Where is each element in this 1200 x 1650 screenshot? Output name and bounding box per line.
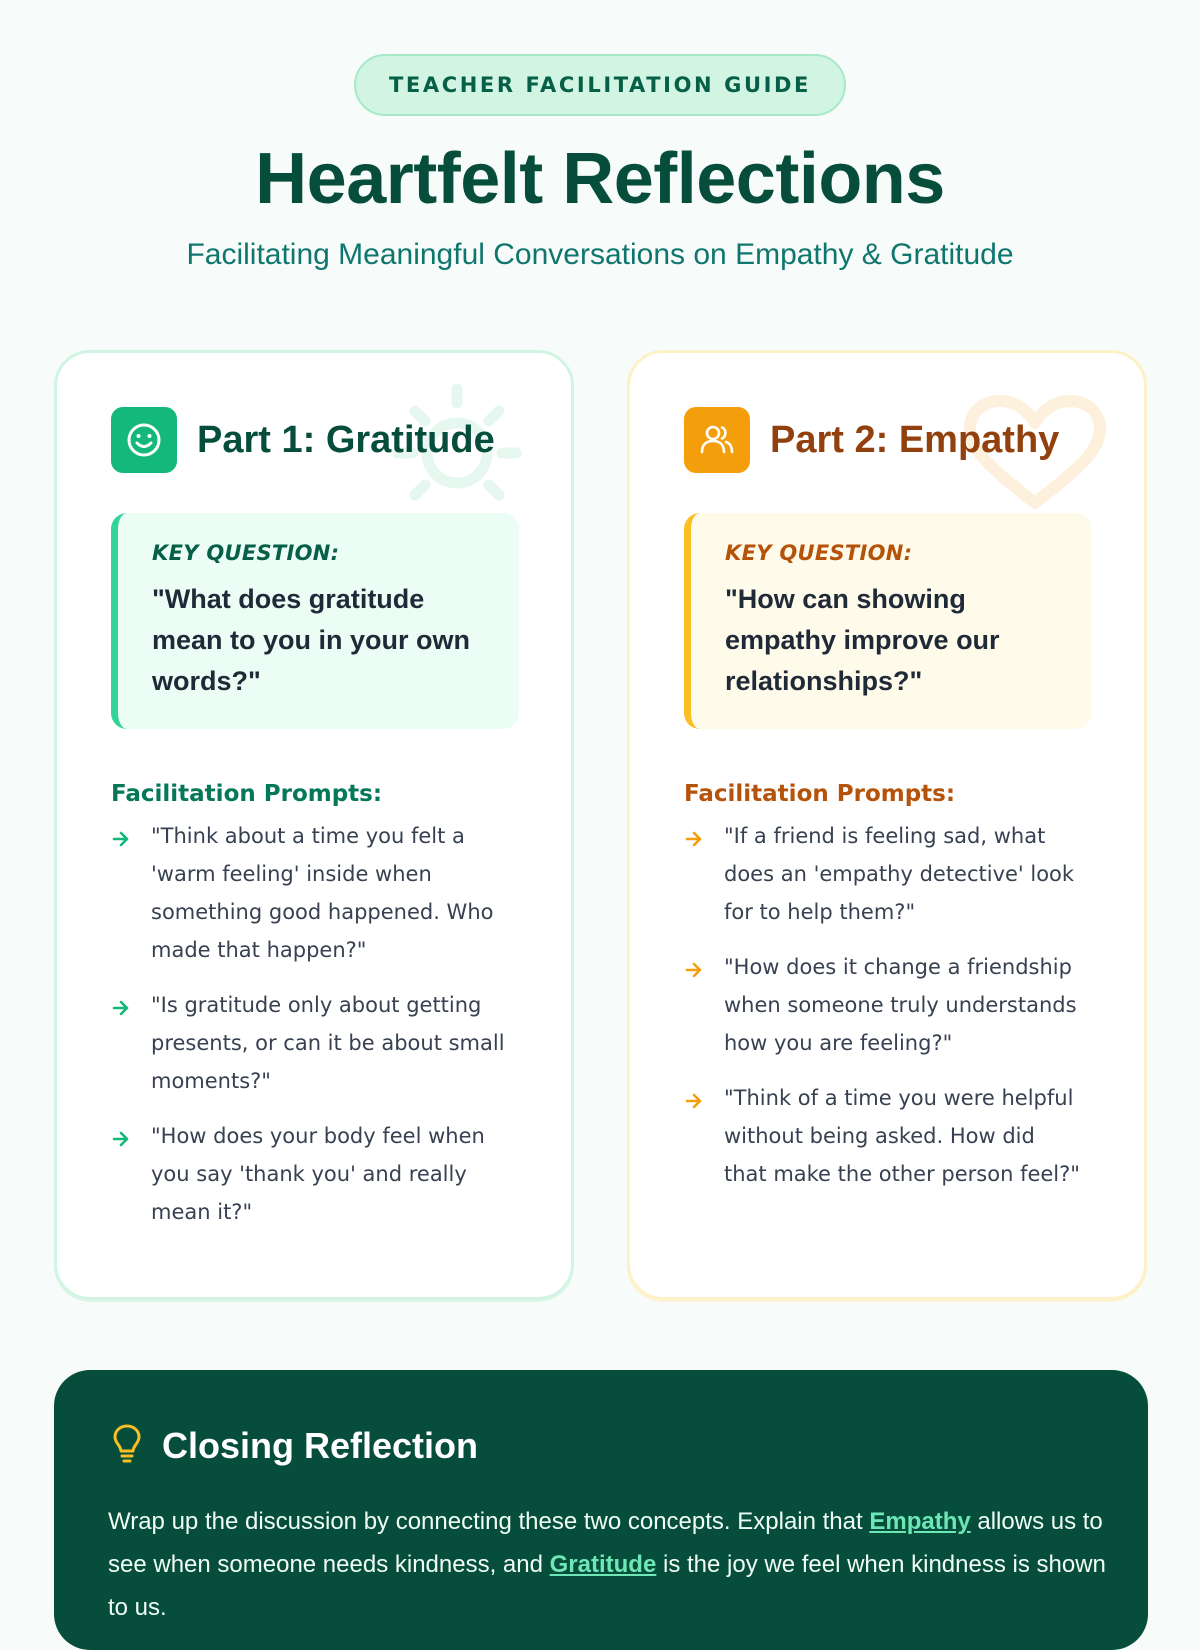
gratitude-key-question [111, 513, 519, 729]
gratitude-card [54, 350, 574, 1300]
arrow-right-icon [111, 1117, 151, 1153]
empathy-card [627, 350, 1147, 1300]
lightbulb-icon [110, 1424, 144, 1468]
arrow-right-icon [111, 986, 151, 1022]
closing-text-part: Wrap up the discussion by connecting these two concepts. Explain that [108, 1508, 870, 1535]
closing-text [108, 1500, 1108, 1629]
arrow-right-icon [684, 948, 724, 984]
list-item [111, 817, 511, 969]
list-item [684, 817, 1084, 931]
smile-icon [111, 407, 177, 473]
empathy-title: Part 2: Empathy [770, 418, 1060, 461]
empathy-header [684, 407, 1059, 473]
list-item [684, 1079, 1084, 1193]
prompt-text: "Think of a time you were helpful without being asked. How did that make the other person feel?" [724, 1086, 1080, 1186]
arrow-right-icon [111, 817, 151, 853]
page-subtitle: Facilitating Meaningful Conversations on Empathy & Gratitude [186, 238, 1014, 271]
arrow-right-icon [684, 1079, 724, 1115]
key-question-label: KEY QUESTION: [725, 541, 913, 565]
key-question-text: "What does gratitude mean to you in your own words?" [152, 584, 471, 696]
empathy-key-question [684, 513, 1092, 729]
prompt-text: "If a friend is feeling sad, what does an 'empathy detective' look for to help them?" [724, 824, 1075, 924]
prompt-text: "Is gratitude only about getting presents, or can it be about small moments?" [151, 993, 505, 1093]
prompt-text: "How does your body feel when you say 'thank you' and really mean it?" [151, 1124, 485, 1224]
empathy-highlight: Empathy [869, 1508, 971, 1535]
guide-badge: TEACHER FACILITATION GUIDE [354, 54, 846, 116]
gratitude-header [111, 407, 495, 473]
key-question-text: "How can showing empathy improve our relationships?" [725, 584, 1000, 696]
list-item [111, 986, 511, 1100]
list-item [684, 948, 1084, 1062]
key-question-label: KEY QUESTION: [152, 541, 340, 565]
closing-text-part: allows us to see when someone needs kindness, and [108, 1508, 1103, 1578]
closing-reflection-panel [54, 1370, 1148, 1650]
closing-text-part: is the joy we feel when kindness is shown to us. [108, 1551, 1106, 1621]
users-icon [684, 407, 750, 473]
empathy-prompts-title: Facilitation Prompts: [684, 781, 956, 807]
list-item [111, 1117, 511, 1231]
prompt-text: "Think about a time you felt a 'warm feeling' inside when something good happened. Who made that happen?" [151, 824, 494, 962]
arrow-right-icon [684, 817, 724, 853]
closing-header [110, 1424, 478, 1468]
prompt-text: "How does it change a friendship when someone truly understands how you are feeling?" [724, 955, 1077, 1055]
gratitude-highlight: Gratitude [549, 1551, 657, 1578]
gratitude-title: Part 1: Gratitude [197, 418, 495, 461]
page-title: Heartfelt Reflections [255, 139, 945, 219]
empathy-prompts-list [684, 817, 1084, 1210]
gratitude-prompts-title: Facilitation Prompts: [111, 781, 383, 807]
gratitude-prompts-list [111, 817, 511, 1248]
closing-title: Closing Reflection [162, 1425, 479, 1466]
